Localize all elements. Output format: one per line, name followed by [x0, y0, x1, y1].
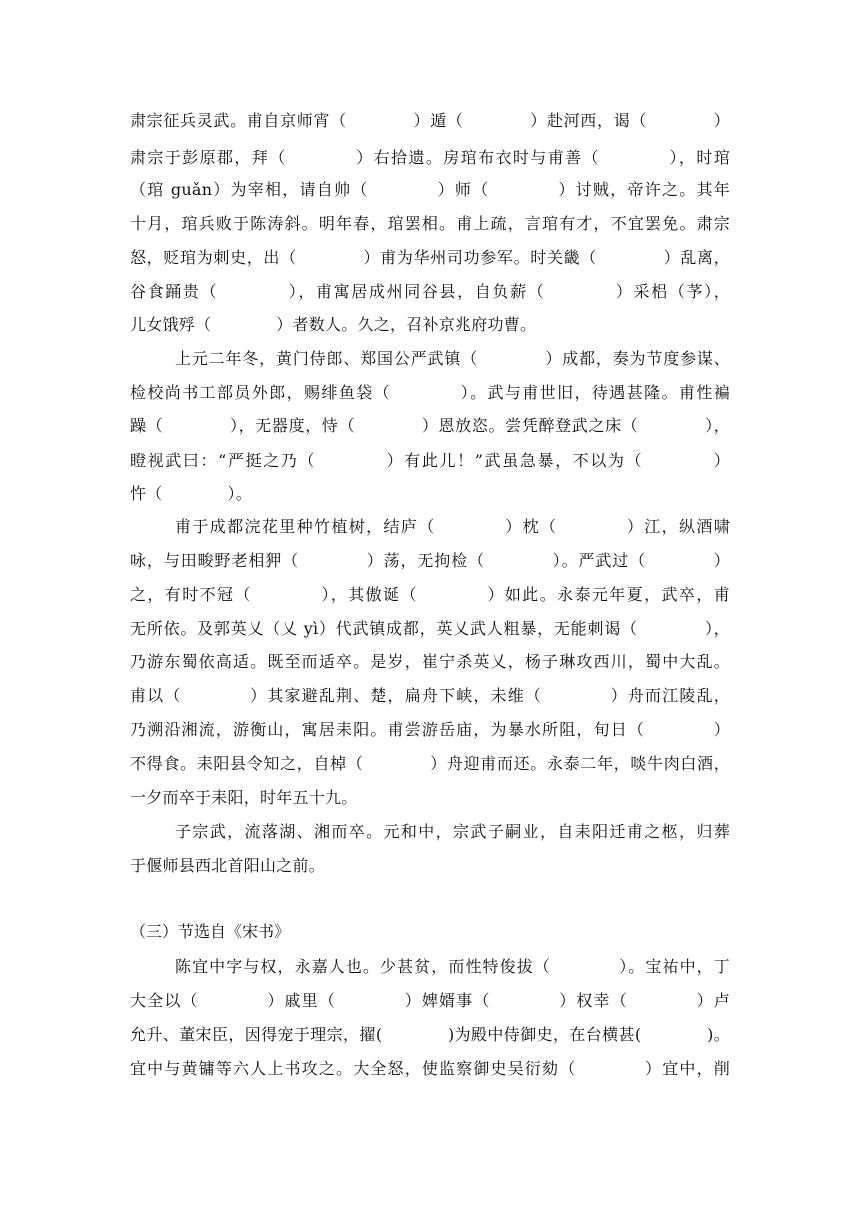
text-line: 肃宗征兵灵武。甫自京师宵（ ）遁（ ）赴河西，谒（ ） [130, 111, 730, 130]
text-line: 十月，琯兵败于陈涛斜。明年春，琯罢相。甫上疏，言琯有才，不宜罢免。肃宗 [130, 214, 730, 233]
section-heading: （三）节选自《宋书》 [130, 922, 291, 941]
text-line: 咏，与田畯野老相狎（ ）荡，无拘检（ ）。严武过（ ） [130, 551, 730, 570]
text-line: 躁（ ），无器度，恃（ ）恩放恣。尝凭醉登武之床（ ）， [130, 416, 730, 435]
text-line: 大全以（ ）戚里（ ）婢婿事（ ）权幸（ ）卢 [130, 991, 730, 1010]
text-line: 允升、董宋臣，因得宠于理宗，擢( )为殿中侍御史，在台横甚( )。 [130, 1025, 730, 1044]
text-line: 宜中与黄镛等六人上书攻之。大全怒，使监察御史吴衍劾（ ）宜中，削 [130, 1059, 730, 1078]
text-line: 乃溯沿湘流，游衡山，寓居耒阳。甫尝游岳庙，为暴水所阻，旬日（ ） [130, 720, 730, 739]
text-line: 甫于成都浣花里种竹植树，结庐（ ）枕（ ）江，纵酒啸 [175, 517, 730, 536]
text-line: 怒，贬琯为刺史，出（ ）甫为华州司功参军。时关畿（ ）乱离， [130, 248, 730, 267]
text-line: 子宗武，流落湖、湘而卒。元和中，宗武子嗣业，自耒阳迁甫之柩，归葬 [175, 822, 730, 841]
text-line: 忤（ ）。 [130, 484, 253, 503]
text-line: 乃游东蜀依高适。既至而适卒。是岁，崔宁杀英乂，杨子琳攻西川，蜀中大乱。 [130, 652, 730, 671]
text-line: 不得食。耒阳县令知之，自棹（ ）舟迎甫而还。永泰二年，啖牛肉白酒， [130, 754, 730, 773]
text-line: 肃宗于彭原郡，拜（ ）右拾遗。房琯布衣时与甫善（ ），时琯 [130, 148, 730, 167]
text-line: （琯 guǎn）为宰相，请自帅（ ）师（ ）讨贼，帝许之。其年 [130, 180, 730, 199]
text-line: 于偃师县西北首阳山之前。 [130, 856, 326, 875]
text-line: 无所依。及郭英乂（乂 yì）代武镇成都，英乂武人粗暴，无能刺谒（ ）， [130, 619, 730, 638]
text-line: 瞪视武曰：“严挺之乃（ ）有此儿！”武虽急暴，不以为（ ） [130, 451, 730, 470]
text-line: 谷食踊贵（ ），甫寓居成州同谷县，自负薪（ ）采梠（芧）， [130, 282, 730, 301]
text-line: 上元二年冬，黄门侍郎、郑国公严武镇（ ）成都，奏为节度参谋、 [175, 349, 730, 368]
text-line: 之，有时不冠（ ），其傲诞（ ）如此。永泰元年夏，武卒，甫 [130, 585, 730, 604]
text-line: 儿女饿殍（ ）者数人。久之，召补京兆府功曹。 [130, 315, 537, 334]
text-line: 甫以（ ）其家避乱荆、楚，扁舟下峡，未维（ ）舟而江陵乱， [130, 686, 730, 705]
text-line: 陈宜中字与权，永嘉人也。少甚贫，而性特俊拔（ ）。宝祐中，丁 [175, 957, 730, 976]
text-line: 一夕而卒于耒阳，时年五十九。 [130, 788, 358, 807]
text-line: 检校尚书工部员外郎，赐绯鱼袋（ ）。武与甫世旧，待遇甚隆。甫性褊 [130, 383, 730, 402]
